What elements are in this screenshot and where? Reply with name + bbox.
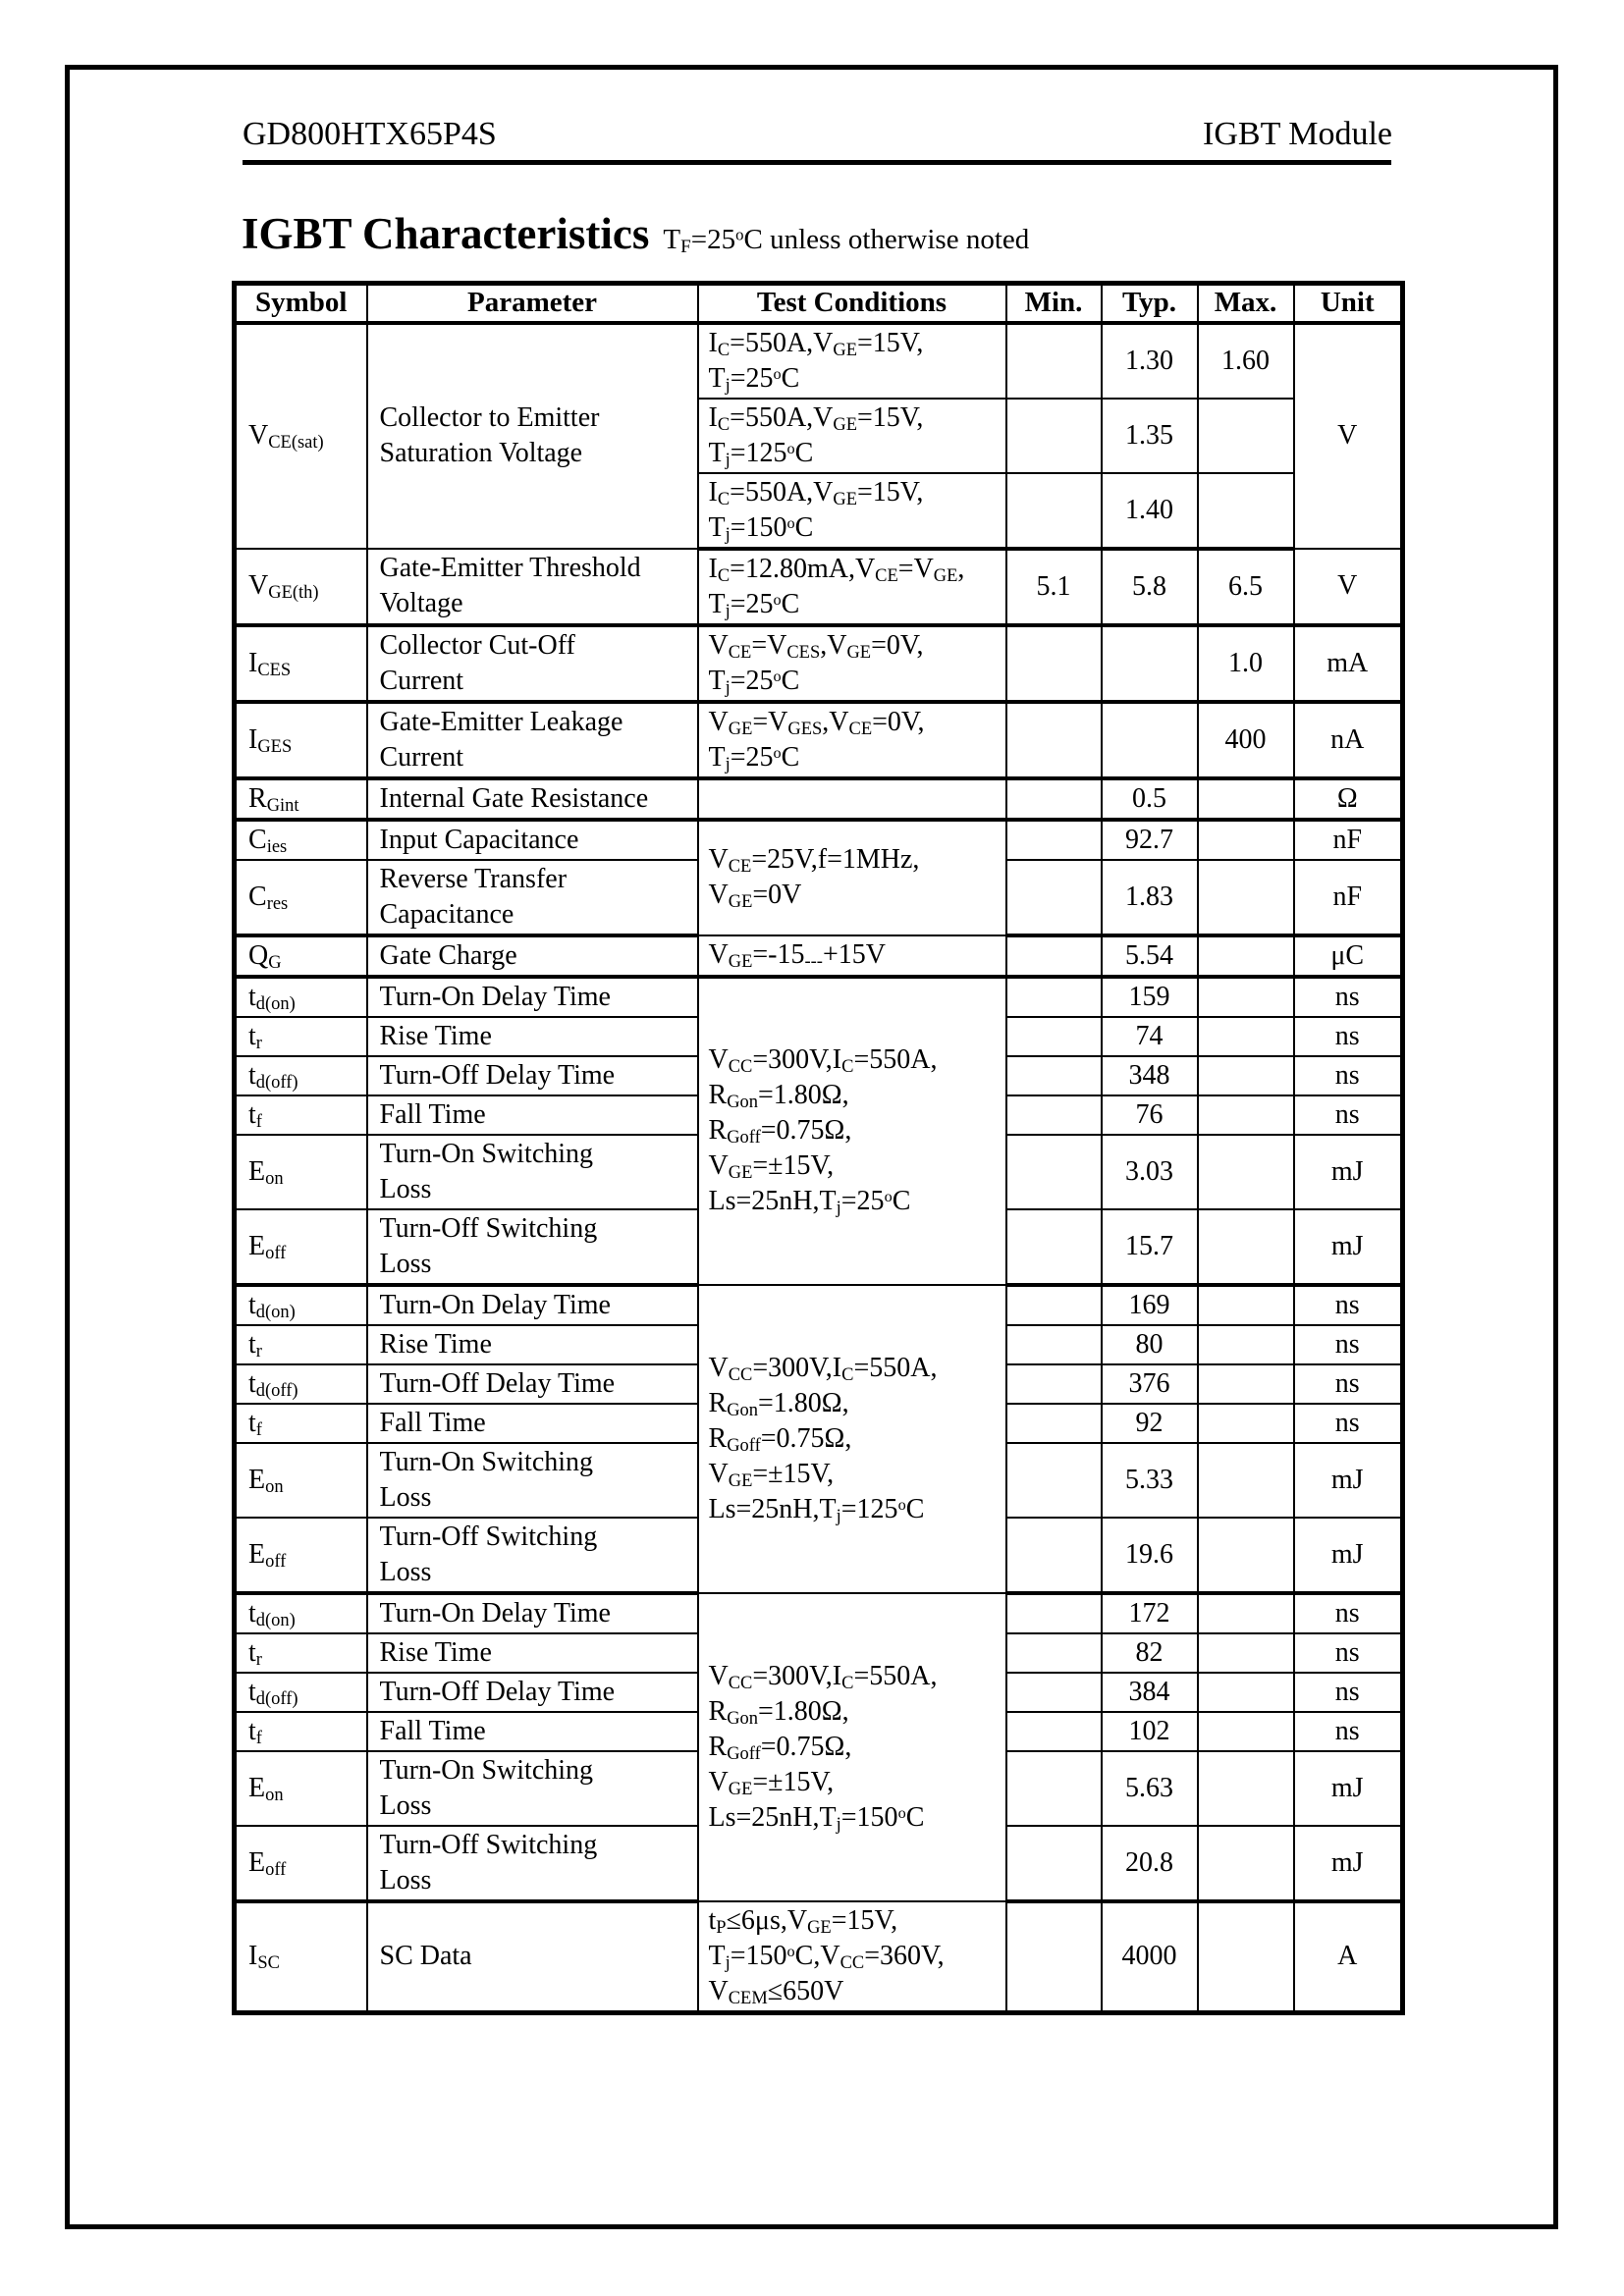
test-conditions-cell: $V_{CE}=25V,f=1MHz$, $V_{GE}=0V$: [698, 820, 1006, 935]
typ-cell: 76: [1102, 1095, 1198, 1135]
col-header-test-conditions: Test Conditions: [698, 284, 1006, 323]
min-cell: [1006, 1209, 1102, 1285]
max-cell: [1198, 1285, 1294, 1325]
typ-cell: 74: [1102, 1017, 1198, 1056]
table-row: [235, 778, 1403, 820]
symbol-cell: $E_{off}$: [235, 1826, 367, 1901]
symbol-cell: $E_{off}$: [235, 1209, 367, 1285]
unit-cell: mJ: [1294, 1751, 1403, 1826]
typ-cell: 5.33: [1102, 1443, 1198, 1518]
col-header-parameter: Parameter: [367, 284, 698, 323]
symbol-cell: $t_f$: [235, 1404, 367, 1443]
max-cell: 1.60: [1198, 323, 1294, 399]
table-row: [235, 1593, 1403, 1633]
parameter-cell: Turn-On Switching Loss: [367, 1443, 698, 1518]
parameter-cell: Turn-Off Switching Loss: [367, 1826, 698, 1901]
unit-cell: mJ: [1294, 1518, 1403, 1593]
typ-cell: 169: [1102, 1285, 1198, 1325]
unit-cell: ns: [1294, 1056, 1403, 1095]
min-cell: [1006, 977, 1102, 1017]
typ-cell: 20.8: [1102, 1826, 1198, 1901]
parameter-cell: Gate-Emitter Leakage Current: [367, 702, 698, 778]
symbol-cell: $t_{d(off)}$: [235, 1673, 367, 1712]
col-header-typ: Typ.: [1102, 284, 1198, 323]
parameter-cell: Turn-Off Delay Time: [367, 1056, 698, 1095]
max-cell: [1198, 1135, 1294, 1209]
min-cell: [1006, 399, 1102, 473]
min-cell: [1006, 1056, 1102, 1095]
max-cell: [1198, 935, 1294, 977]
parameter-cell: Input Capacitance: [367, 820, 698, 860]
typ-cell: [1102, 625, 1198, 702]
typ-cell: 159: [1102, 977, 1198, 1017]
col-header-unit: Unit: [1294, 284, 1403, 323]
max-cell: 6.5: [1198, 549, 1294, 625]
parameter-cell: Gate Charge: [367, 935, 698, 977]
unit-cell: ns: [1294, 1673, 1403, 1712]
min-cell: [1006, 1095, 1102, 1135]
typ-cell: 172: [1102, 1593, 1198, 1633]
test-conditions-cell: $V_{GE}=-15_{---}+15V$: [698, 935, 1006, 977]
typ-cell: 5.63: [1102, 1751, 1198, 1826]
unit-cell: mJ: [1294, 1135, 1403, 1209]
typ-cell: 348: [1102, 1056, 1198, 1095]
unit-cell: mJ: [1294, 1826, 1403, 1901]
max-cell: [1198, 1325, 1294, 1364]
min-cell: [1006, 1826, 1102, 1901]
unit-cell: V: [1294, 323, 1403, 549]
unit-cell: nA: [1294, 702, 1403, 778]
max-cell: [1198, 1593, 1294, 1633]
page-content: [232, 115, 1400, 2015]
test-conditions-cell: $I_C=550A,V_{GE}=15V$, $T_j=150^oC$: [698, 473, 1006, 549]
table-header-row: [235, 284, 1403, 323]
table-row: [235, 935, 1403, 977]
min-cell: [1006, 1443, 1102, 1518]
max-cell: [1198, 1364, 1294, 1404]
unit-cell: A: [1294, 1901, 1403, 2013]
symbol-cell: $t_r$: [235, 1633, 367, 1673]
min-cell: [1006, 935, 1102, 977]
typ-cell: 384: [1102, 1673, 1198, 1712]
parameter-cell: Fall Time: [367, 1095, 698, 1135]
min-cell: [1006, 1633, 1102, 1673]
unit-cell: ns: [1294, 1017, 1403, 1056]
max-cell: [1198, 1056, 1294, 1095]
max-cell: [1198, 1404, 1294, 1443]
min-cell: [1006, 1712, 1102, 1751]
unit-cell: mA: [1294, 625, 1403, 702]
max-cell: [1198, 473, 1294, 549]
max-cell: [1198, 1443, 1294, 1518]
col-header-symbol: Symbol: [235, 284, 367, 323]
min-cell: [1006, 778, 1102, 820]
test-conditions-cell: $V_{CC}=300V,I_C=550A$, $R_{Gon}=1.80\Omega$, $R_{Goff}=0.75\Omega$, $V_{GE}=\pm 15V$, $Ls=25nH,T_j=150^oC$: [698, 1593, 1006, 1901]
max-cell: [1198, 1633, 1294, 1673]
symbol-cell: $I_{SC}$: [235, 1901, 367, 2013]
test-conditions-cell: $V_{CC}=300V,I_C=550A$, $R_{Gon}=1.80\Omega$, $R_{Goff}=0.75\Omega$, $V_{GE}=\pm 15V$, $Ls=25nH,T_j=25^oC$: [698, 977, 1006, 1285]
parameter-cell: Fall Time: [367, 1712, 698, 1751]
unit-cell: ns: [1294, 1712, 1403, 1751]
min-cell: [1006, 820, 1102, 860]
max-cell: [1198, 1518, 1294, 1593]
min-cell: [1006, 1285, 1102, 1325]
typ-cell: 92: [1102, 1404, 1198, 1443]
test-conditions-cell: $I_C=550A,V_{GE}=15V$, $T_j=25^oC$: [698, 323, 1006, 399]
min-cell: [1006, 1325, 1102, 1364]
symbol-cell: $Q_G$: [235, 935, 367, 977]
unit-cell: ns: [1294, 1633, 1403, 1673]
parameter-cell: Collector to Emitter Saturation Voltage: [367, 323, 698, 549]
unit-cell: nF: [1294, 820, 1403, 860]
unit-cell: ns: [1294, 1095, 1403, 1135]
test-conditions-cell: $I_C=12.80mA,V_{CE}=V_{GE}$, $T_j=25^oC$: [698, 549, 1006, 625]
table-row: [235, 820, 1403, 860]
min-cell: [1006, 1518, 1102, 1593]
max-cell: [1198, 1826, 1294, 1901]
symbol-cell: $t_r$: [235, 1017, 367, 1056]
unit-cell: mJ: [1294, 1443, 1403, 1518]
min-cell: [1006, 1404, 1102, 1443]
part-number: GD800HTX65P4S: [243, 116, 497, 152]
parameter-cell: Reverse Transfer Capacitance: [367, 860, 698, 935]
symbol-cell: $t_f$: [235, 1712, 367, 1751]
table-row: [235, 1901, 1403, 2013]
unit-cell: ns: [1294, 1325, 1403, 1364]
symbol-cell: $t_{d(off)}$: [235, 1056, 367, 1095]
table-row: [235, 1285, 1403, 1325]
section-title: [232, 208, 1400, 259]
typ-cell: 5.54: [1102, 935, 1198, 977]
typ-cell: [1102, 702, 1198, 778]
min-cell: [1006, 1364, 1102, 1404]
parameter-cell: Turn-Off Switching Loss: [367, 1209, 698, 1285]
max-cell: [1198, 399, 1294, 473]
symbol-cell: $E_{on}$: [235, 1443, 367, 1518]
parameter-cell: Turn-Off Delay Time: [367, 1673, 698, 1712]
min-cell: [1006, 1017, 1102, 1056]
typ-cell: 15.7: [1102, 1209, 1198, 1285]
symbol-cell: $I_{CES}$: [235, 625, 367, 702]
symbol-cell: $C_{ies}$: [235, 820, 367, 860]
parameter-cell: Turn-On Delay Time: [367, 1593, 698, 1633]
unit-cell: V: [1294, 549, 1403, 625]
symbol-cell: $I_{GES}$: [235, 702, 367, 778]
max-cell: [1198, 977, 1294, 1017]
typ-cell: 80: [1102, 1325, 1198, 1364]
table-row: [235, 702, 1403, 778]
igbt-characteristics-table: [232, 281, 1405, 2015]
min-cell: [1006, 1593, 1102, 1633]
typ-cell: 102: [1102, 1712, 1198, 1751]
symbol-cell: $E_{on}$: [235, 1135, 367, 1209]
unit-cell: ns: [1294, 1285, 1403, 1325]
min-cell: [1006, 1673, 1102, 1712]
symbol-cell: $E_{off}$: [235, 1518, 367, 1593]
typ-cell: 92.7: [1102, 820, 1198, 860]
max-cell: [1198, 778, 1294, 820]
min-cell: [1006, 473, 1102, 549]
parameter-cell: Turn-On Delay Time: [367, 977, 698, 1017]
max-cell: [1198, 1017, 1294, 1056]
symbol-cell: $V_{CE(sat)}$: [235, 323, 367, 549]
parameter-cell: Turn-On Switching Loss: [367, 1135, 698, 1209]
typ-cell: 3.03: [1102, 1135, 1198, 1209]
parameter-cell: Turn-Off Delay Time: [367, 1364, 698, 1404]
parameter-cell: Fall Time: [367, 1404, 698, 1443]
parameter-cell: Turn-On Delay Time: [367, 1285, 698, 1325]
max-cell: [1198, 1673, 1294, 1712]
max-cell: 400: [1198, 702, 1294, 778]
typ-cell: 376: [1102, 1364, 1198, 1404]
symbol-cell: $t_{d(on)}$: [235, 977, 367, 1017]
document-header: [232, 115, 1400, 154]
section-title-note: $T_F=25^oC$ unless otherwise noted: [663, 224, 1030, 258]
min-cell: [1006, 860, 1102, 935]
unit-cell: ns: [1294, 1404, 1403, 1443]
unit-cell: mJ: [1294, 1209, 1403, 1285]
symbol-cell: $t_r$: [235, 1325, 367, 1364]
test-conditions-cell: [698, 778, 1006, 820]
unit-cell: nF: [1294, 860, 1403, 935]
parameter-cell: Turn-On Switching Loss: [367, 1751, 698, 1826]
table-row: [235, 625, 1403, 702]
symbol-cell: $t_{d(off)}$: [235, 1364, 367, 1404]
parameter-cell: SC Data: [367, 1901, 698, 2013]
unit-cell: μC: [1294, 935, 1403, 977]
parameter-cell: Rise Time: [367, 1017, 698, 1056]
typ-cell: 1.35: [1102, 399, 1198, 473]
symbol-cell: $t_{d(on)}$: [235, 1593, 367, 1633]
table-row: [235, 977, 1403, 1017]
typ-cell: 5.8: [1102, 549, 1198, 625]
col-header-min: Min.: [1006, 284, 1102, 323]
symbol-cell: $t_f$: [235, 1095, 367, 1135]
symbol-cell: $t_{d(on)}$: [235, 1285, 367, 1325]
section-title-text: IGBT Characteristics: [242, 209, 650, 258]
max-cell: [1198, 1901, 1294, 2013]
page-border-frame: [65, 65, 1558, 2229]
min-cell: 5.1: [1006, 549, 1102, 625]
module-type-label: IGBT Module: [1203, 116, 1392, 152]
test-conditions-cell: $V_{CE}=V_{CES},V_{GE}=0V$, $T_j=25^oC$: [698, 625, 1006, 702]
typ-cell: 0.5: [1102, 778, 1198, 820]
header-rule: [243, 160, 1391, 165]
typ-cell: 4000: [1102, 1901, 1198, 2013]
typ-cell: 1.30: [1102, 323, 1198, 399]
symbol-cell: $E_{on}$: [235, 1751, 367, 1826]
min-cell: [1006, 323, 1102, 399]
typ-cell: 1.83: [1102, 860, 1198, 935]
max-cell: [1198, 820, 1294, 860]
table-row: [235, 323, 1403, 399]
symbol-cell: $R_{Gint}$: [235, 778, 367, 820]
max-cell: [1198, 1209, 1294, 1285]
parameter-cell: Collector Cut-Off Current: [367, 625, 698, 702]
unit-cell: Ω: [1294, 778, 1403, 820]
max-cell: [1198, 860, 1294, 935]
parameter-cell: Internal Gate Resistance: [367, 778, 698, 820]
min-cell: [1006, 1901, 1102, 2013]
test-conditions-cell: $t_P\le 6\mu s,V_{GE}=15V$, $T_j=150^oC,V_{CC}=360V$, $V_{CEM}\le 650V$: [698, 1901, 1006, 2013]
unit-cell: ns: [1294, 1593, 1403, 1633]
typ-cell: 1.40: [1102, 473, 1198, 549]
typ-cell: 19.6: [1102, 1518, 1198, 1593]
parameter-cell: Gate-Emitter Threshold Voltage: [367, 549, 698, 625]
min-cell: [1006, 1751, 1102, 1826]
typ-cell: 82: [1102, 1633, 1198, 1673]
unit-cell: ns: [1294, 977, 1403, 1017]
test-conditions-cell: $I_C=550A,V_{GE}=15V$, $T_j=125^oC$: [698, 399, 1006, 473]
min-cell: [1006, 1135, 1102, 1209]
parameter-cell: Rise Time: [367, 1633, 698, 1673]
col-header-max: Max.: [1198, 284, 1294, 323]
max-cell: [1198, 1095, 1294, 1135]
min-cell: [1006, 702, 1102, 778]
symbol-cell: $C_{res}$: [235, 860, 367, 935]
test-conditions-cell: $V_{GE}=V_{GES},V_{CE}=0V$, $T_j=25^oC$: [698, 702, 1006, 778]
max-cell: [1198, 1751, 1294, 1826]
test-conditions-cell: $V_{CC}=300V,I_C=550A$, $R_{Gon}=1.80\Omega$, $R_{Goff}=0.75\Omega$, $V_{GE}=\pm 15V$, $Ls=25nH,T_j=125^oC$: [698, 1285, 1006, 1593]
min-cell: [1006, 625, 1102, 702]
table-row: [235, 549, 1403, 625]
max-cell: 1.0: [1198, 625, 1294, 702]
max-cell: [1198, 1712, 1294, 1751]
parameter-cell: Rise Time: [367, 1325, 698, 1364]
symbol-cell: $V_{GE(th)}$: [235, 549, 367, 625]
parameter-cell: Turn-Off Switching Loss: [367, 1518, 698, 1593]
unit-cell: ns: [1294, 1364, 1403, 1404]
